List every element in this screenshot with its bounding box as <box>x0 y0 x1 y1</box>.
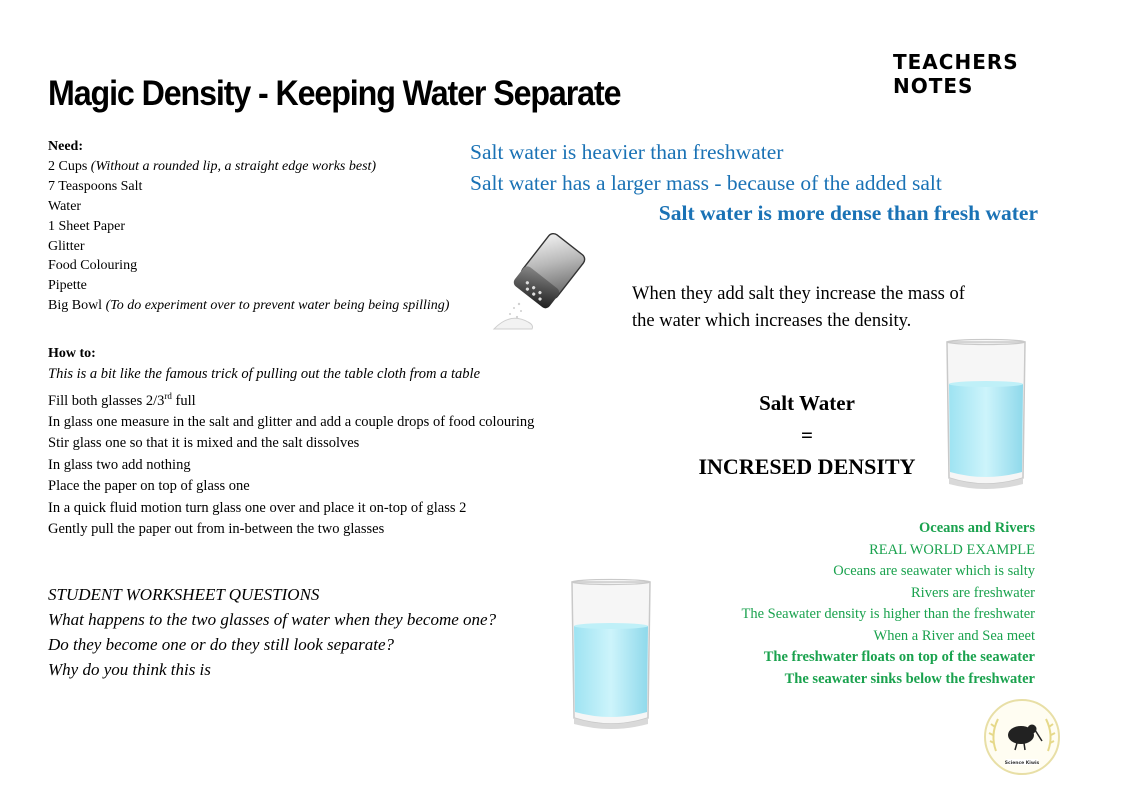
materials-list <box>48 137 449 316</box>
real-world-example <box>640 518 1035 690</box>
instructions-intro: This is a bit like the famous trick of pulling out the table cloth from a table <box>48 366 481 383</box>
instruction-step: Stir glass one so that it is mixed and the salt dissolves <box>48 435 360 452</box>
real-world-conclusion: The freshwater floats on top of the seawater <box>763 649 1035 665</box>
fact-line: Salt water is heavier than freshwater <box>470 140 784 164</box>
real-world-subheading: REAL WORLD EXAMPLE <box>869 541 1035 558</box>
materials-item: Glitter <box>48 238 85 254</box>
kiwi-logo-icon <box>982 697 1062 777</box>
explanation-text: When they add salt they increase the mass of the water which increases the density. <box>632 284 965 331</box>
materials-item: 7 Teaspoons Salt <box>48 178 143 194</box>
water-glass-icon <box>941 338 1031 494</box>
instructions-heading: How to: <box>48 346 96 361</box>
equation-result: INCRESED DENSITY <box>698 454 916 479</box>
question-item: Why do you think this is <box>48 660 211 679</box>
equation-equals: = <box>801 423 813 447</box>
instruction-step: Place the paper on top of glass one <box>48 478 250 495</box>
page-title: Magic Density - Keeping Water Separate <box>48 74 621 113</box>
real-world-conclusion: The seawater sinks below the freshwater <box>784 670 1035 687</box>
instruction-step: In glass one measure in the salt and glitter and add a couple drops of food colouring <box>48 414 535 431</box>
instruction-step: In a quick fluid motion turn glass one over and place it on-top of glass 2 <box>48 499 467 516</box>
materials-item: 1 Sheet Paper <box>48 218 125 234</box>
density-equation <box>676 387 938 483</box>
real-world-line: The Seawater density is higher than the freshwater <box>741 606 1035 622</box>
materials-item: 2 Cups (Without a rounded lip, a straight edge works best) <box>48 158 377 174</box>
instruction-step: In glass two add nothing <box>48 456 191 473</box>
materials-item: Food Colouring <box>48 258 138 274</box>
questions-heading: STUDENT WORKSHEET QUESTIONS <box>48 585 320 604</box>
materials-heading: Need: <box>48 139 83 154</box>
question-item: Do they become one or do they still look separate? <box>48 635 395 654</box>
instructions <box>48 343 534 540</box>
salt-water-facts <box>470 137 1040 229</box>
materials-item: Pipette <box>48 278 87 294</box>
real-world-line: When a River and Sea meet <box>873 627 1035 644</box>
question-item: What happens to the two glasses of water when they become one? <box>48 610 497 629</box>
fact-line: Salt water has a larger mass - because of the added salt <box>470 170 942 195</box>
fact-line-emphasis: Salt water is more dense than fresh water <box>658 201 1038 225</box>
instruction-step: Fill both glasses 2/3rd full <box>48 390 196 409</box>
instruction-step: Gently pull the paper out from in-between the two glasses <box>48 521 385 538</box>
real-world-heading: Oceans and Rivers <box>919 520 1035 536</box>
worksheet-questions <box>48 582 496 682</box>
teachers-notes-label: TEACHERS NOTES <box>893 50 1019 98</box>
real-world-line: Oceans are seawater which is salty <box>833 563 1035 579</box>
water-glass-icon <box>566 578 656 734</box>
materials-item: Water <box>48 198 82 214</box>
materials-item: Big Bowl (To do experiment over to prevent water being being spilling) <box>48 298 450 314</box>
logo-text: Science Kiwis <box>1004 761 1040 766</box>
salt-shaker-icon <box>488 232 598 336</box>
real-world-line: Rivers are freshwater <box>911 584 1035 601</box>
equation-line: Salt Water <box>759 391 855 415</box>
